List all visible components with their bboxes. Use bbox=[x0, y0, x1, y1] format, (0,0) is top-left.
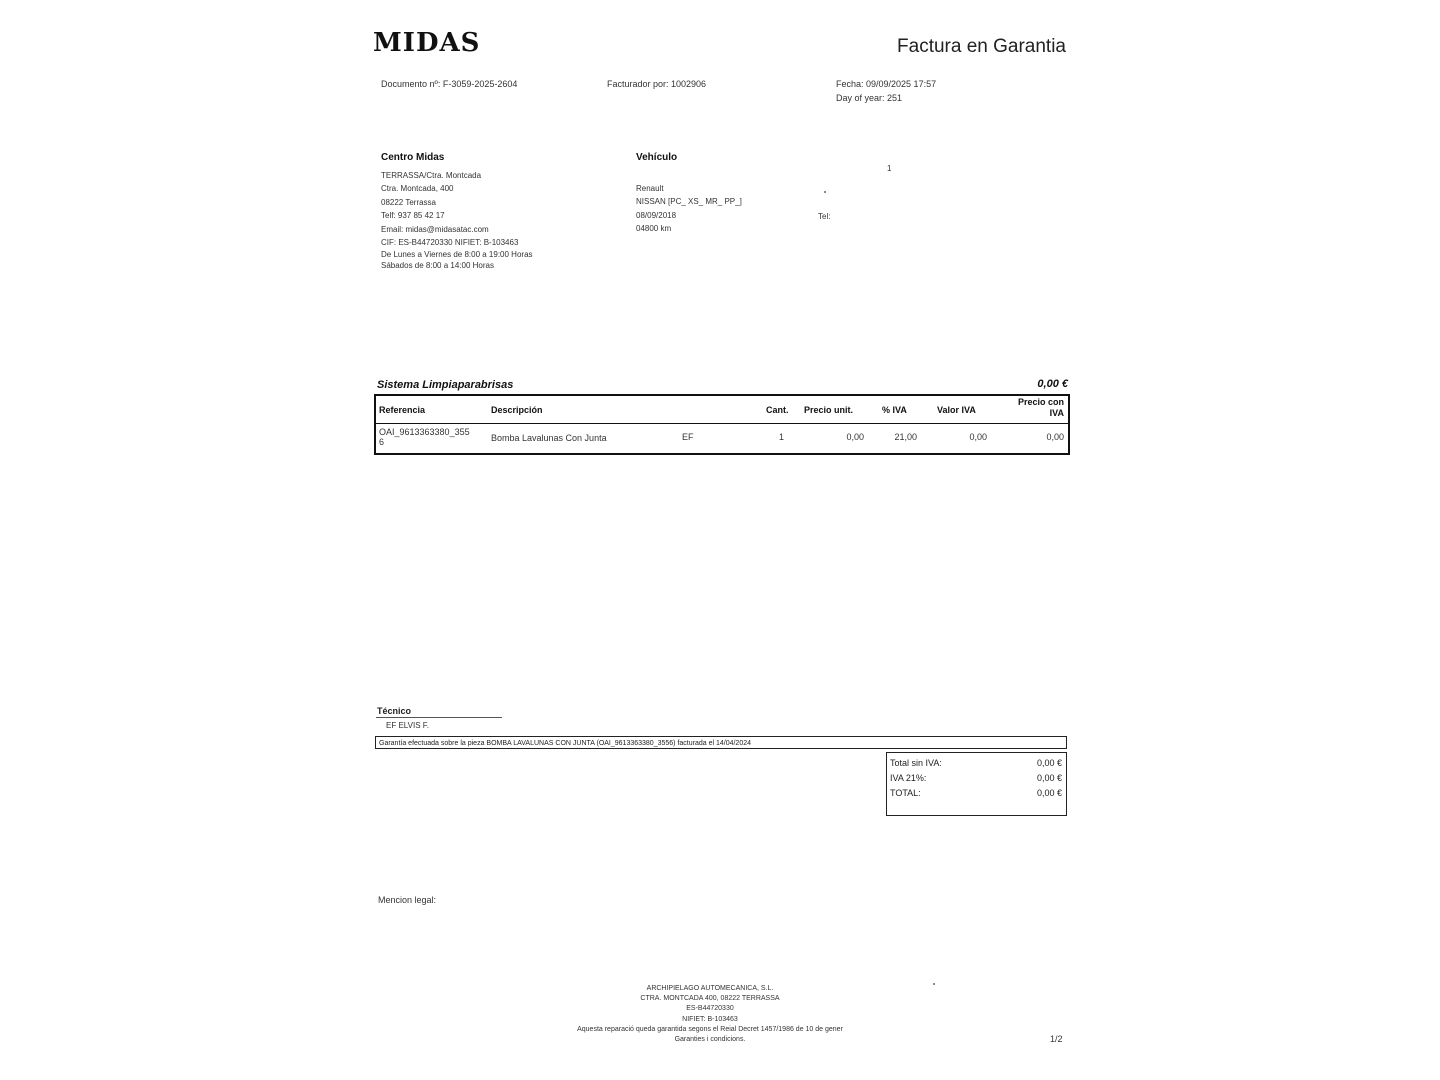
column-header-description: Descripción bbox=[491, 405, 543, 415]
vehicle-line: 04800 km bbox=[636, 224, 672, 234]
vehicle-line: 08/09/2018 bbox=[636, 210, 677, 220]
footer-line: ES-B44720330 bbox=[686, 1005, 734, 1013]
scan-speck bbox=[824, 191, 826, 193]
column-header-price-with-vat-line: Precio con bbox=[1017, 397, 1064, 407]
page-number: 1/2 bbox=[1050, 1034, 1063, 1044]
column-header-price-with-vat-line: IVA bbox=[1049, 408, 1064, 418]
day-of-year: Day of year: 251 bbox=[836, 93, 903, 103]
legal-mention-label: Mencion legal: bbox=[378, 895, 437, 905]
midas-logo: MIDAS bbox=[373, 28, 481, 58]
column-header-quantity: Cant. bbox=[766, 405, 789, 415]
items-table bbox=[374, 394, 1070, 455]
column-header-vat-value: Valor IVA bbox=[937, 405, 976, 415]
row-quantity: 1 bbox=[779, 432, 785, 442]
center-line: Ctra. Montcada, 400 bbox=[381, 184, 454, 194]
footer-line: ARCHIPIELAGO AUTOMECANICA, S.L. bbox=[646, 985, 774, 992]
technician-name: EF ELVIS F. bbox=[386, 721, 429, 730]
row-flag: EF bbox=[682, 432, 694, 442]
row-vat-percent: 21,00 bbox=[894, 432, 917, 442]
subtotal-value: 0,00 € bbox=[1036, 758, 1062, 768]
scan-speck bbox=[933, 983, 935, 985]
row-reference-line: 6 bbox=[379, 437, 385, 447]
center-details bbox=[381, 169, 533, 271]
table-row bbox=[379, 427, 470, 447]
document-title: Factura en Garantia bbox=[897, 36, 1066, 57]
vehicle-details bbox=[636, 182, 742, 236]
row-reference-line: OAI_9613363380_355 bbox=[379, 427, 470, 437]
center-line: CIF: ES-B44720330 NIFIET: B-103463 bbox=[381, 238, 519, 248]
guarantee-note: Garantía efectuada sobre la pieza BOMBA LAVALUNAS CON JUNTA (OAI_9613363380_3556) facturada el 14/04/2024 bbox=[375, 736, 1067, 749]
row-unit-price: 0,00 bbox=[846, 432, 864, 442]
center-title: Centro Midas bbox=[381, 152, 445, 163]
column-header-unit-price: Precio unit. bbox=[804, 405, 854, 415]
column-header-reference: Referencia bbox=[379, 405, 426, 415]
column-header-price-with-vat bbox=[1000, 397, 1064, 419]
row-description: Bomba Lavalunas Con Junta bbox=[491, 433, 607, 443]
footer-line: NIFIET: B-103463 bbox=[682, 1015, 738, 1023]
vat-value: 0,00 € bbox=[1036, 773, 1062, 783]
invoiced-by: Facturador por: 1002906 bbox=[607, 79, 707, 89]
section-total: 0,00 € bbox=[1037, 378, 1068, 390]
vat-label: IVA 21%: bbox=[890, 773, 927, 783]
total-label: TOTAL: bbox=[890, 788, 921, 798]
technician-underline bbox=[376, 717, 502, 718]
center-line: TERRASSA/Ctra. Montcada bbox=[381, 171, 482, 180]
center-line: Sábados de 8:00 a 14:00 Horas bbox=[381, 261, 494, 271]
footer-line: Aquesta reparació queda garantida segons el Reial Decret 1457/1986 de 10 de gener bbox=[577, 1025, 843, 1033]
column-header-vat-percent: % IVA bbox=[882, 405, 907, 415]
table-header-divider bbox=[376, 423, 1068, 424]
center-line: De Lunes a Viernes de 8:00 a 19:00 Horas bbox=[381, 250, 533, 260]
vehicle-title: Vehículo bbox=[636, 152, 678, 163]
total-value: 0,00 € bbox=[1036, 788, 1062, 798]
document-date: Fecha: 09/09/2025 17:57 bbox=[836, 79, 937, 89]
vehicle-line: Renault bbox=[636, 184, 664, 193]
technician-label: Técnico bbox=[377, 706, 412, 716]
center-line: Email: midas@midasatac.com bbox=[381, 224, 489, 234]
center-line: 08222 Terrassa bbox=[381, 197, 436, 207]
row-price-with-vat: 0,00 bbox=[1046, 432, 1064, 442]
vehicle-mark: 1 bbox=[887, 164, 892, 173]
vehicle-tel-label: Tel: bbox=[818, 212, 831, 221]
row-vat-value: 0,00 bbox=[969, 432, 987, 442]
vehicle-line: NISSAN [PC_ XS_ MR_ PP_] bbox=[636, 197, 742, 207]
subtotal-label: Total sin IVA: bbox=[890, 758, 942, 768]
center-line: Telf: 937 85 42 17 bbox=[381, 211, 445, 221]
section-title: Sistema Limpiaparabrisas bbox=[377, 379, 514, 391]
company-footer bbox=[510, 984, 910, 1045]
document-number: Documento nº: F-3059-2025-2604 bbox=[381, 79, 518, 89]
footer-line: CTRA. MONTCADA 400, 08222 TERRASSA bbox=[640, 995, 780, 1003]
footer-line: Garanties i condicions. bbox=[674, 1036, 746, 1044]
